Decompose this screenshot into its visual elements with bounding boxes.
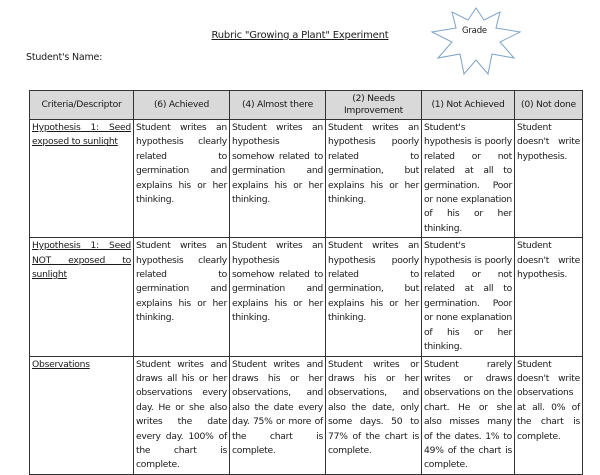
descriptor-cell: Student rarely writes or draws observations on the chart. He or she also misses many of the dates. 1% to 49% of the chart is complete. <box>422 356 515 474</box>
column-header-achieved: (6) Achieved <box>134 91 230 120</box>
descriptor-cell: Student doesn't write observations at all. 0% of the chart is complete. <box>515 356 583 474</box>
rubric-table <box>29 90 583 475</box>
page-title: Rubric "Growing a Plant" Experiment <box>211 30 389 41</box>
descriptor-cell: Student writes and draws his or her observations, and also the date every day. 75% or more of the chart is complete. <box>230 356 326 474</box>
descriptor-cell: Student writes or draws his or her observations, and also the date, only some days. 50 to 77% of the chart is complete. <box>326 356 422 474</box>
grade-label: Grade <box>462 26 487 36</box>
column-header-not-done: (0) Not done <box>515 91 583 120</box>
descriptor-cell: Student writes an hypothesis poorly related to germination, but explains his or her thinking. <box>326 238 422 356</box>
column-header-not-achieved: (1) Not Achieved <box>422 91 515 120</box>
descriptor-cell: Student's hypothesis is poorly related or not related at all to germination. Poor or none explanation of his or her thinking. <box>422 238 515 356</box>
descriptor-cell: Student writes an hypothesis somehow related to germination and explains his or her thinking. <box>230 238 326 356</box>
column-header-needs-improvement: (2) Needs Improvement <box>326 91 422 120</box>
table-row <box>30 120 583 238</box>
student-name-label: Student's Name: <box>26 52 103 63</box>
table-row <box>30 356 583 474</box>
column-header-almost-there: (4) Almost there <box>230 91 326 120</box>
descriptor-cell: Student writes an hypothesis clearly related to germination and explains his or her thinking. <box>134 120 230 238</box>
table-row <box>30 238 583 356</box>
criterion-cell: Hypothesis 1: Seed exposed to sunlight <box>30 120 134 238</box>
descriptor-cell: Student writes an hypothesis poorly related to germination, but explains his or her thinking. <box>326 120 422 238</box>
grade-star-shape <box>430 6 522 76</box>
column-header-criteria: Criteria/Descriptor <box>30 91 134 120</box>
descriptor-cell: Student writes an hypothesis clearly related to germination and explains his or her thinking. <box>134 238 230 356</box>
descriptor-cell: Student doesn't write hypothesis. <box>515 238 583 356</box>
criterion-cell: Observations <box>30 356 134 474</box>
descriptor-cell: Student writes an hypothesis somehow related to germination and explains his or her thinking. <box>230 120 326 238</box>
criterion-cell: Hypothesis 1: Seed NOT exposed to sunlight <box>30 238 134 356</box>
descriptor-cell: Student writes and draws all his or her observations every day. He or she also writes the date every day. 100% of the chart is complete. <box>134 356 230 474</box>
descriptor-cell: Student doesn't write hypothesis. <box>515 120 583 238</box>
rubric-header-row <box>30 91 583 120</box>
descriptor-cell: Student's hypothesis is poorly related or not related at all to germination. Poor or none explanation of his or her thinking. <box>422 120 515 238</box>
